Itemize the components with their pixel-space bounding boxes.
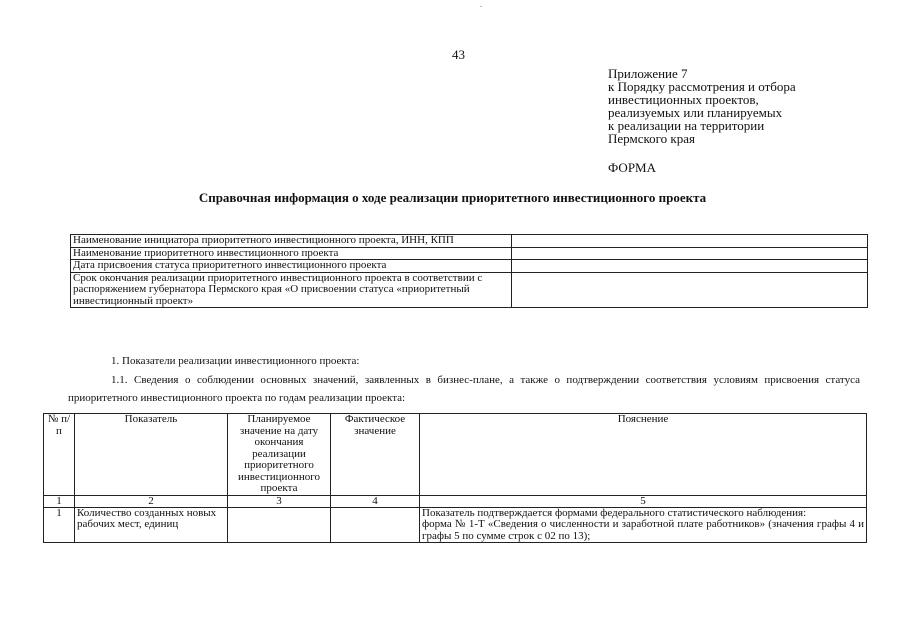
appendix-line: к реализации на территории <box>608 118 765 133</box>
appendix-line: Приложение 7 <box>608 66 688 81</box>
appendix-line: к Порядку рассмотрения и отбора <box>608 79 796 94</box>
info-label: Дата присвоения статуса приоритетного инвестиционного проекта <box>71 260 512 273</box>
explanation-cell <box>420 507 867 543</box>
appendix-line: Пермского края <box>608 131 695 146</box>
info-value <box>512 247 868 260</box>
info-value <box>512 235 868 248</box>
column-number: 1 <box>44 495 75 507</box>
page-number: 43 <box>452 47 465 62</box>
planned-value <box>228 507 331 543</box>
column-header: Показатель <box>75 414 228 496</box>
indicators-table <box>43 413 867 543</box>
column-number-row <box>44 495 867 507</box>
column-header: Пояснение <box>420 414 867 496</box>
appendix-block <box>608 67 796 174</box>
info-value <box>512 272 868 308</box>
section-paragraph: 1.1. Сведения о соблюдении основных значений, заявленных в бизнес-плане, а также о подтверждении соответствия условиям присвоения статуса приоритетного инвестиционного проекта по годам реализации проекта: <box>68 374 860 404</box>
section-heading: 1. Показатели реализации инвестиционного проекта: <box>111 355 360 367</box>
appendix-line: инвестиционных проектов, <box>608 92 759 107</box>
row-number: 1 <box>44 507 75 543</box>
document-title: Справочная информация о ходе реализации приоритетного инвестиционного проекта <box>198 190 707 205</box>
column-header: Планируемое значение на дату окончания реализации приоритетного инвестиционного проекта <box>228 414 331 496</box>
column-header: № п/п <box>44 414 75 496</box>
header-row <box>44 414 867 496</box>
column-number: 2 <box>75 495 228 507</box>
column-number: 4 <box>331 495 420 507</box>
explanation-text: Показатель подтверждается формами федерального статистического наблюдения: <box>422 506 807 519</box>
info-row <box>71 260 868 273</box>
info-label: Срок окончания реализации приоритетного инвестиционного проекта в соответствии с распоряжением губернатора Пермского края «О присвоении статуса «приоритетный инвестиционный проект» <box>71 272 512 308</box>
explanation-text: форма № 1-Т «Сведения о численности и заработной плате работников» (значения графы 4 и графы 5 по сумме строк с 02 по 13); <box>422 518 864 542</box>
appendix-line: реализуемых или планируемых <box>608 105 783 120</box>
column-number: 5 <box>420 495 867 507</box>
table-row <box>44 507 867 543</box>
indicator-name: Количество созданных новых рабочих мест, единиц <box>75 507 228 543</box>
info-label: Наименование приоритетного инвестиционного проекта <box>71 247 512 260</box>
column-number: 3 <box>228 495 331 507</box>
info-row <box>71 235 868 248</box>
scan-speck <box>480 6 482 7</box>
actual-value <box>331 507 420 543</box>
info-row <box>71 272 868 308</box>
info-table <box>70 234 868 308</box>
column-header: Фактическое значение <box>331 414 420 496</box>
info-value <box>512 260 868 273</box>
info-label: Наименование инициатора приоритетного инвестиционного проекта, ИНН, КПП <box>71 235 512 248</box>
form-label: ФОРМА <box>608 160 656 175</box>
info-row <box>71 247 868 260</box>
